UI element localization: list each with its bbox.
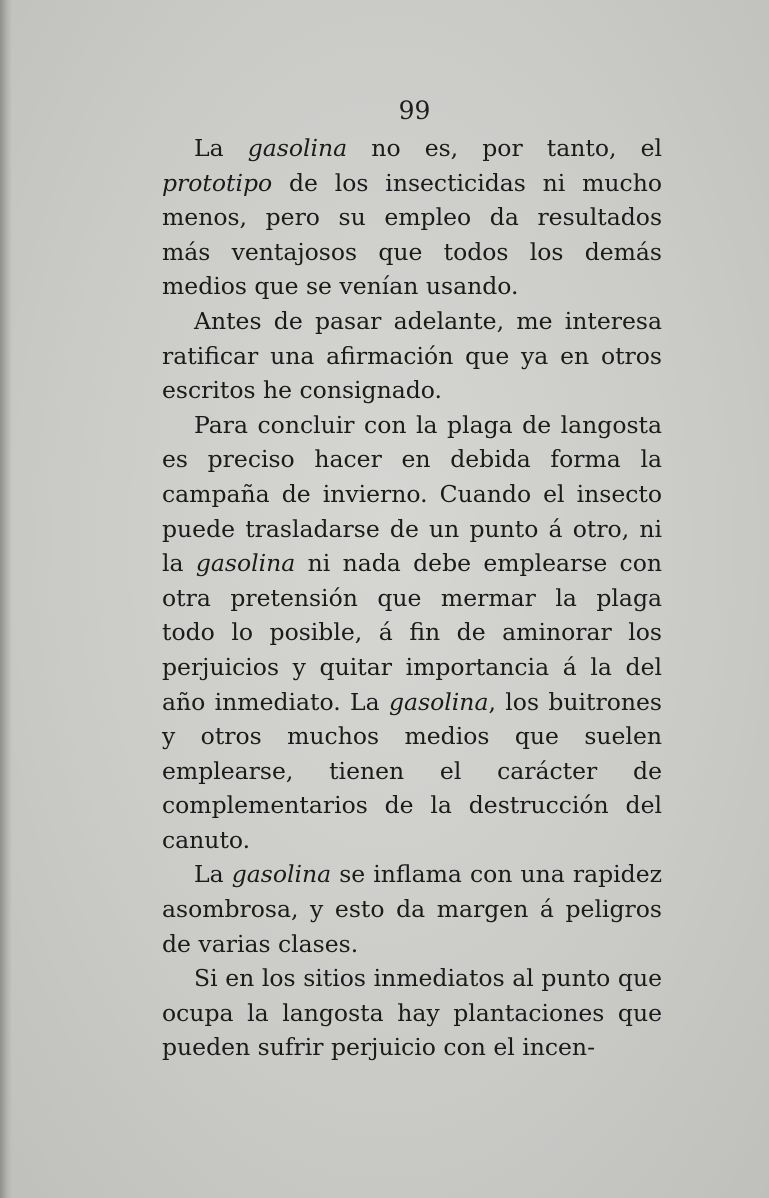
page-number: 99: [398, 96, 431, 125]
paragraph: [162, 857, 662, 961]
text-run: Si en los sitios inmediatos al punto que ocupa la langosta hay plantaciones que pueden sufrir perjuicio con el incen-: [162, 964, 662, 1062]
text-run: , los buitrones y otros muchos medios que suelen emplearse, tienen el carácter de complementarios de la destrucción del canuto.: [162, 687, 662, 854]
text-run: La: [194, 860, 232, 889]
text-run: La: [194, 134, 248, 162]
paragraph: [162, 304, 662, 408]
italic-term: gasolina: [247, 134, 348, 162]
text-run: Para concluir con la plaga de langosta es preciso hacer en debida forma la campaña de invierno. Cuando el insecto puede trasladarse de un punto á otro, ni la: [162, 410, 662, 578]
text-run: de los insecticidas ni mucho menos, pero su empleo da resultados más ventajosos que todos los demás medios que se venían usando.: [162, 168, 662, 301]
italic-term: gasolina: [231, 860, 332, 889]
text-run: se inflama con una rapidez asombrosa, y esto da margen á peligros de varias clases.: [162, 860, 662, 958]
body-text: [162, 131, 662, 1065]
italic-term: gasolina: [389, 687, 489, 716]
italic-term: gasolina: [195, 549, 296, 578]
text-run: no es, por tanto, el: [347, 134, 662, 162]
paragraph: [162, 408, 662, 858]
paragraph: [162, 131, 662, 304]
text-run: ni nada debe emplearse con otra pretensión que mermar la plaga todo lo posible, á fin de aminorar los perjuicios y quitar importancia á la del año inmediato. La: [162, 549, 662, 716]
italic-term: prototipo: [162, 168, 273, 197]
paragraph: [162, 961, 662, 1065]
page-spine-shadow: [0, 0, 12, 1198]
text-run: Antes de pasar adelante, me interesa ratificar una afirmación que ya en otros escritos he consignado.: [162, 306, 662, 405]
